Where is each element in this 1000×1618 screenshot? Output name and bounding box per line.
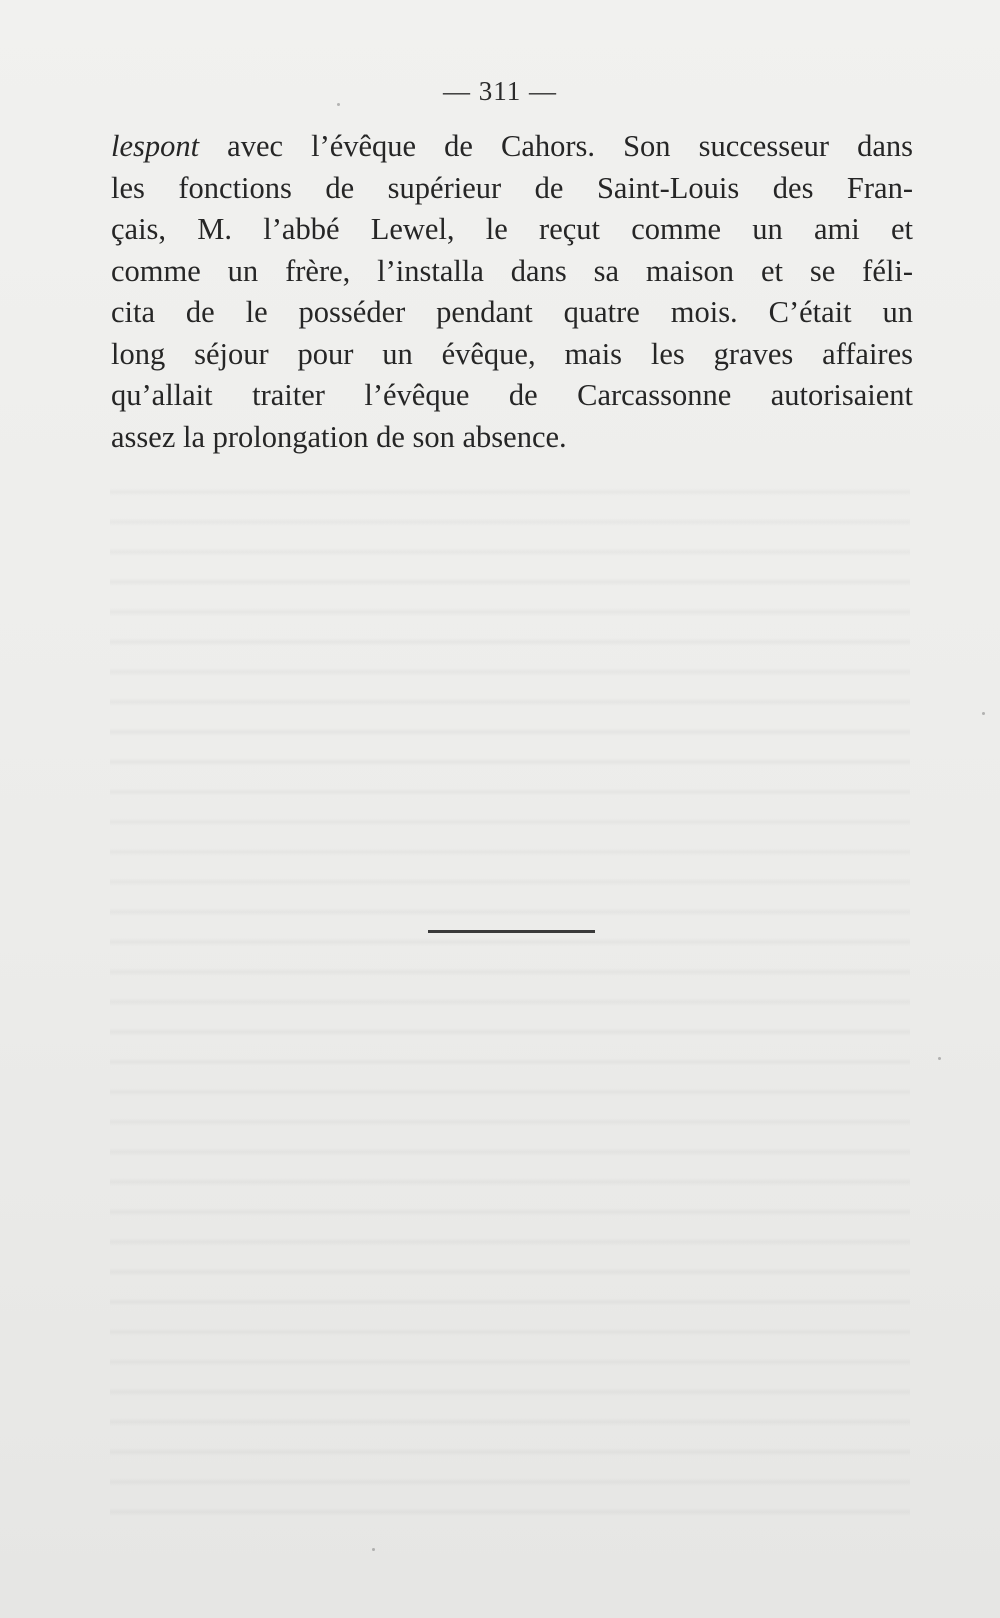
line-text: çais, M. l’abbé Lewel, le reçut comme un ami et	[111, 212, 913, 246]
paper-speck	[982, 712, 985, 715]
text-line	[111, 168, 913, 210]
line-text: avec l’évêque de Cahors. Son successeur dans	[199, 129, 913, 163]
paper-speck	[337, 103, 340, 106]
text-line	[111, 292, 913, 334]
italic-word: lespont	[111, 129, 200, 163]
paragraph	[111, 126, 913, 458]
line-text: les fonctions de supérieur de Saint-Louis des Fran-	[111, 170, 913, 205]
paper-speck	[372, 1548, 375, 1551]
text-line	[111, 375, 913, 417]
show-through-text	[110, 470, 910, 1530]
text-line	[111, 251, 913, 293]
text-line	[111, 334, 913, 376]
text-line	[111, 126, 913, 168]
paper-speck	[938, 1057, 941, 1060]
line-text: long séjour pour un évêque, mais les graves affaires	[111, 336, 913, 371]
line-text: cita de le posséder pendant quatre mois. C’était un	[111, 295, 913, 329]
text-line	[111, 417, 913, 459]
text-line	[111, 209, 913, 251]
line-text: comme un frère, l’installa dans sa maison et se féli-	[111, 253, 913, 288]
line-text: qu’allait traiter l’évêque de Carcassonne autorisaient	[111, 378, 913, 412]
line-text: assez la prolongation de son absence.	[111, 419, 567, 454]
section-divider	[428, 930, 595, 933]
page-number: — 311 —	[443, 76, 557, 106]
